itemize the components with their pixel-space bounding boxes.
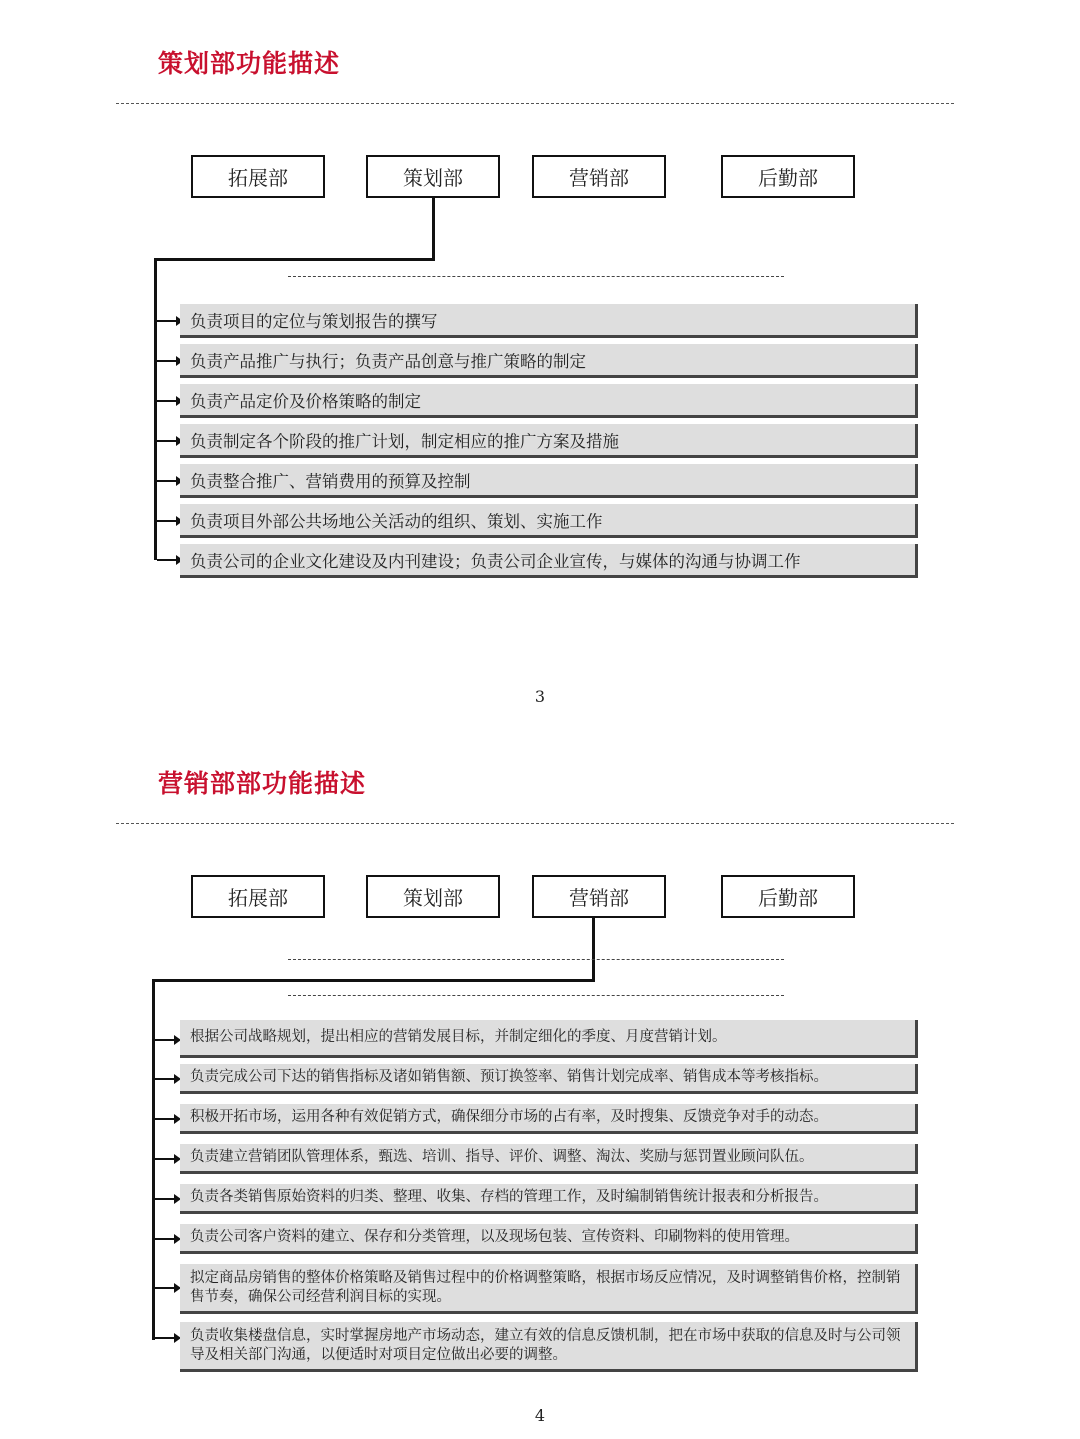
arrow bbox=[155, 1337, 177, 1339]
dept-box-logistics: 后勤部 bbox=[721, 155, 855, 198]
function-item: 负责完成公司下达的销售指标及诸如销售额、预订换签率、销售计划完成率、销售成本等考核指标。 bbox=[180, 1064, 918, 1094]
arrow bbox=[155, 1078, 177, 1080]
page-4-subrule bbox=[288, 959, 784, 960]
arrow bbox=[157, 440, 179, 442]
connector-vertical-top bbox=[432, 198, 435, 260]
function-item: 负责建立营销团队管理体系，甄选、培训、指导、评价、调整、淘汰、奖励与惩罚置业顾问队伍。 bbox=[180, 1144, 918, 1174]
page-3-rule bbox=[116, 103, 954, 104]
page-4-title: 营销部部功能描述 bbox=[158, 769, 367, 798]
arrow bbox=[157, 400, 179, 402]
connector-horizontal bbox=[154, 258, 435, 261]
page-3-subrule bbox=[288, 276, 784, 277]
arrow bbox=[155, 1198, 177, 1200]
function-item: 负责公司的企业文化建设及内刊建设；负责公司企业宣传，与媒体的沟通与协调工作 bbox=[180, 544, 918, 578]
function-item: 负责各类销售原始资料的归类、整理、收集、存档的管理工作，及时编制销售统计报表和分析报告。 bbox=[180, 1184, 918, 1214]
function-item: 负责产品定价及价格策略的制定 bbox=[180, 384, 918, 418]
arrow bbox=[155, 1287, 177, 1289]
arrow bbox=[157, 320, 179, 322]
page-number: 3 bbox=[534, 687, 546, 706]
function-item: 负责收集楼盘信息，实时掌握房地产市场动态，建立有效的信息反馈机制，把在市场中获取的信息及时与公司领导及相关部门沟通，以便适时对项目定位做出必要的调整。 bbox=[180, 1322, 918, 1372]
arrow bbox=[157, 480, 179, 482]
function-item: 负责整合推广、营销费用的预算及控制 bbox=[180, 464, 918, 498]
connector-horizontal bbox=[152, 979, 595, 982]
function-item: 负责项目的定位与策划报告的撰写 bbox=[180, 304, 918, 338]
page-4-rule bbox=[116, 823, 954, 824]
function-item: 负责公司客户资料的建立、保存和分类管理，以及现场包装、宣传资料、印刷物料的使用管理。 bbox=[180, 1224, 918, 1254]
dept-box-marketing: 营销部 bbox=[532, 875, 666, 918]
arrow bbox=[155, 1118, 177, 1120]
connector-vertical-top bbox=[592, 918, 595, 981]
page-number: 4 bbox=[534, 1406, 546, 1425]
function-item: 积极开拓市场，运用各种有效促销方式，确保细分市场的占有率，及时搜集、反馈竞争对手的动态。 bbox=[180, 1104, 918, 1134]
page-3-title: 策划部功能描述 bbox=[158, 49, 341, 78]
arrow bbox=[155, 1238, 177, 1240]
arrow bbox=[157, 360, 179, 362]
connector-vertical-left bbox=[154, 258, 157, 560]
dept-box-marketing: 营销部 bbox=[532, 155, 666, 198]
arrow bbox=[155, 1039, 177, 1041]
arrow bbox=[157, 520, 179, 522]
function-item: 根据公司战略规划，提出相应的营销发展目标，并制定细化的季度、月度营销计划。 bbox=[180, 1020, 918, 1058]
function-item: 负责产品推广与执行；负责产品创意与推广策略的制定 bbox=[180, 344, 918, 378]
page-4-subrule bbox=[288, 995, 784, 996]
function-item: 拟定商品房销售的整体价格策略及销售过程中的价格调整策略，根据市场反应情况，及时调整销售价格，控制销售节奏，确保公司经营利润目标的实现。 bbox=[180, 1264, 918, 1314]
arrow bbox=[157, 559, 179, 561]
dept-box-expansion: 拓展部 bbox=[191, 155, 325, 198]
dept-box-planning: 策划部 bbox=[366, 155, 500, 198]
dept-box-expansion: 拓展部 bbox=[191, 875, 325, 918]
function-item: 负责项目外部公共场地公关活动的组织、策划、实施工作 bbox=[180, 504, 918, 538]
dept-box-planning: 策划部 bbox=[366, 875, 500, 918]
function-item: 负责制定各个阶段的推广计划，制定相应的推广方案及措施 bbox=[180, 424, 918, 458]
arrow bbox=[155, 1158, 177, 1160]
dept-box-logistics: 后勤部 bbox=[721, 875, 855, 918]
